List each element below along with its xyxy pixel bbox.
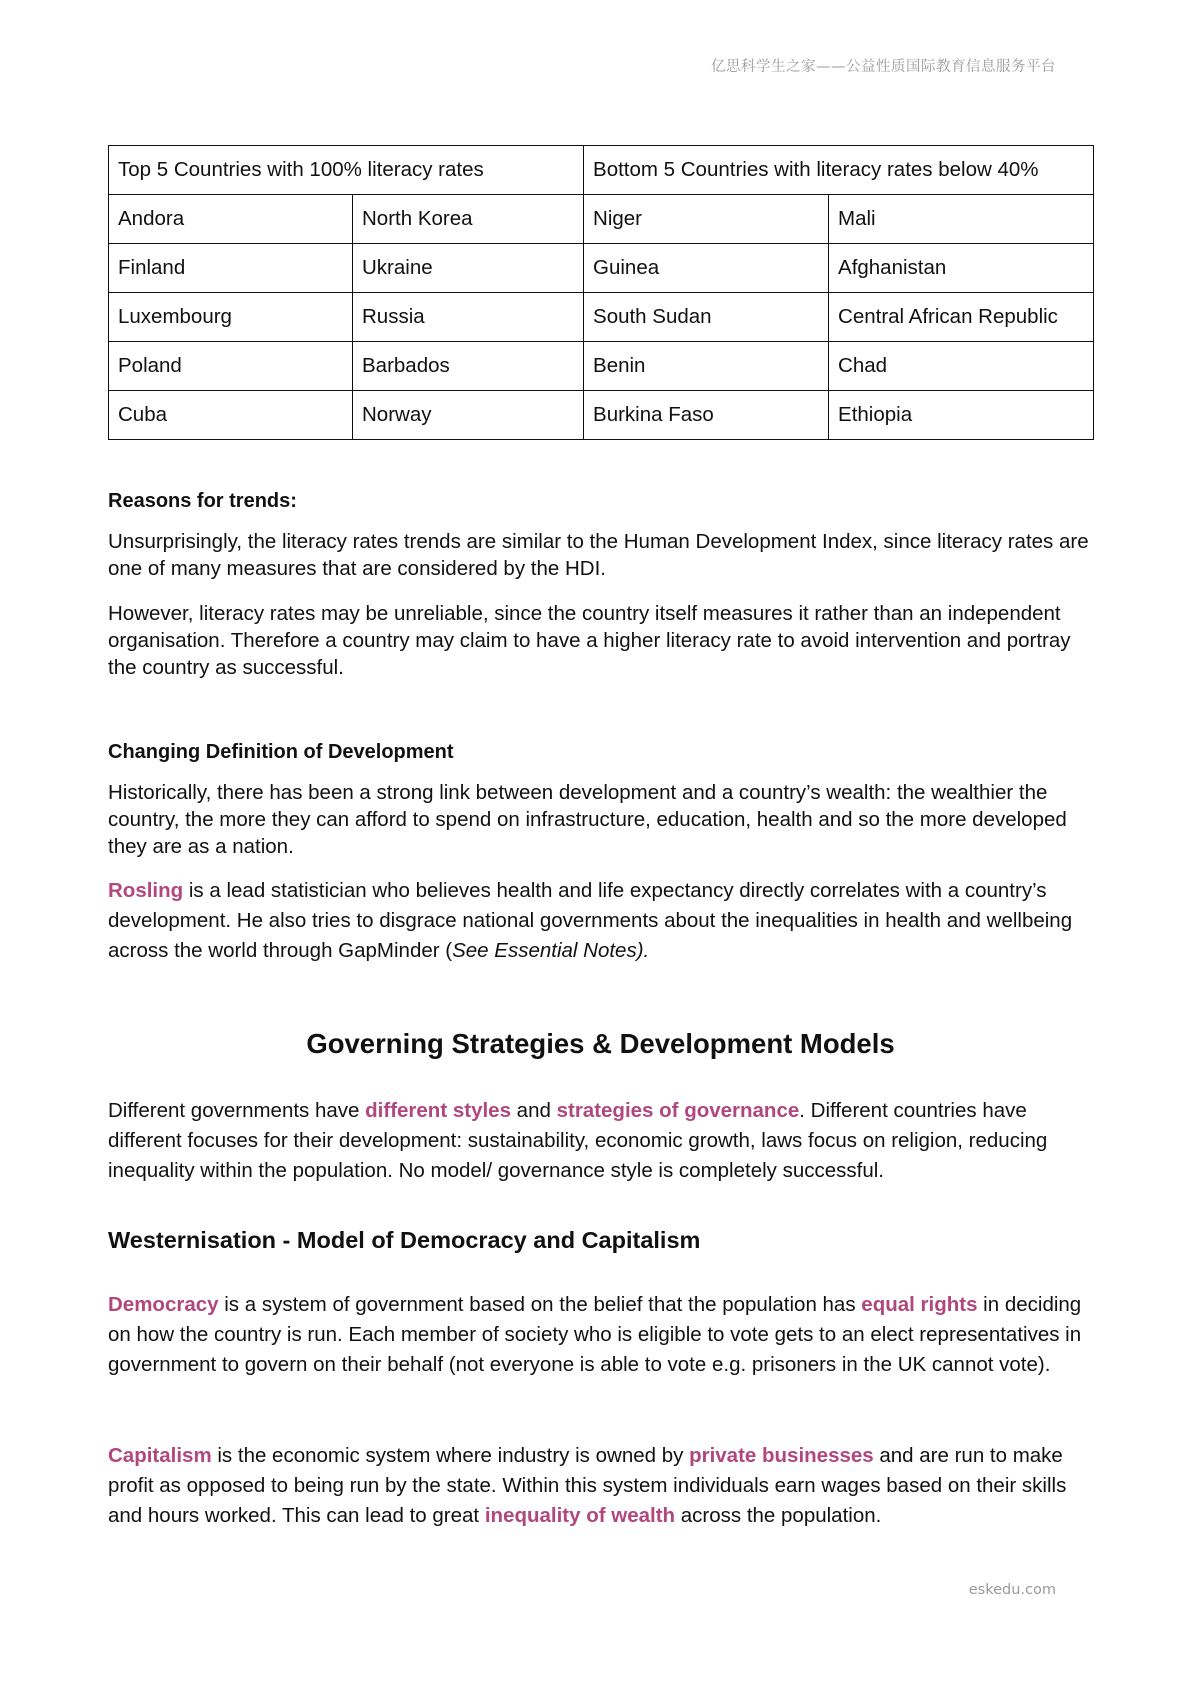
table-cell: Barbados [353, 342, 584, 391]
table-cell: Finland [109, 244, 353, 293]
table-header-row [109, 146, 1094, 195]
table-cell: Luxembourg [109, 293, 353, 342]
democracy-text-b: in deciding on how the country is run. Each member of society who is eligible to vote gets to an elect representatives in government to govern on their behalf (not everyone is able to vote e.g. prisoners in the UK cannot vote). [108, 1293, 1082, 1376]
table-cell: Ethiopia [829, 391, 1094, 440]
table-row [109, 293, 1094, 342]
table-cell: Andora [109, 195, 353, 244]
rosling-text: is a lead statistician who believes health and life expectancy directly correlates with a country’s development. He also tries to disgrace national governments about the inequalities in health and wellbeing across the world through GapMinder ( [108, 879, 1073, 962]
table-row [109, 391, 1094, 440]
changing-paragraph-1: Historically, there has been a strong link between development and a country’s wealth: the wealthier the country, the more they can afford to spend on infrastructure, education, health and so the more developed they are as a nation. [108, 781, 1067, 858]
table-cell: Cuba [109, 391, 353, 440]
capitalism-text-b: and are run to make profit as opposed to being run by the state. Within this system individuals earn wages based on their skills and hours worked. This can lead to great [108, 1444, 1067, 1527]
table-cell: Chad [829, 342, 1094, 391]
intro-text-c: . Different countries have different focuses for their development: sustainability, economic growth, laws focus on religion, reducing inequality within the population. No model/ governance style is completely successful. [108, 1099, 1048, 1182]
reasons-paragraph-2: However, literacy rates may be unreliable, since the country itself measures it rather than an independent organisation. Therefore a country may claim to have a higher literacy rate to avoid intervention and portray the country as successful. [108, 602, 1071, 679]
table-cell: Mali [829, 195, 1094, 244]
term-capitalism: Capitalism [108, 1444, 212, 1467]
rosling-paragraph [108, 876, 1093, 966]
table-header-bottom: Bottom 5 Countries with literacy rates below 40% [584, 146, 1094, 195]
rosling-reference: See Essential Notes). [452, 939, 650, 962]
reasons-paragraph-1: Unsurprisingly, the literacy rates trends are similar to the Human Development Index, since literacy rates are one of many measures that are considered by the HDI. [108, 530, 1089, 580]
table-row [109, 244, 1094, 293]
literacy-table [108, 145, 1094, 440]
table-cell: Niger [584, 195, 829, 244]
capitalism-text-a: is the economic system where industry is owned by [211, 1444, 690, 1467]
changing-heading: Changing Definition of Development [108, 741, 454, 763]
table-cell: Poland [109, 342, 353, 391]
capitalism-text-c: across the population. [675, 1504, 882, 1527]
table-header-top: Top 5 Countries with 100% literacy rates [109, 146, 584, 195]
table-cell: Ukraine [353, 244, 584, 293]
term-different-styles: different styles [365, 1099, 511, 1122]
term-private-businesses: private businesses [689, 1444, 874, 1467]
westernisation-heading: Westernisation - Model of Democracy and Capitalism [108, 1227, 701, 1253]
table-cell: North Korea [353, 195, 584, 244]
term-equal-rights: equal rights [861, 1293, 978, 1316]
rosling-term: Rosling [108, 879, 184, 902]
table-cell: South Sudan [584, 293, 829, 342]
democracy-text-a: is a system of government based on the belief that the population has [218, 1293, 862, 1316]
term-strategies-governance: strategies of governance [556, 1099, 800, 1122]
header-site-note: 亿思科学生之家——公益性质国际教育信息服务平台 [711, 59, 1056, 75]
footer-site: eskedu.com [968, 1582, 1056, 1598]
table-cell: Norway [353, 391, 584, 440]
governing-intro [108, 1096, 1093, 1186]
term-democracy: Democracy [108, 1293, 219, 1316]
table-row [109, 342, 1094, 391]
reasons-heading: Reasons for trends: [108, 490, 297, 512]
democracy-paragraph [108, 1290, 1093, 1380]
table-row [109, 195, 1094, 244]
table-cell: Burkina Faso [584, 391, 829, 440]
table-cell: Central African Republic [829, 293, 1094, 342]
capitalism-paragraph [108, 1441, 1093, 1531]
intro-text-a: Different governments have [108, 1099, 366, 1122]
literacy-table-container [108, 145, 1093, 440]
intro-text-b: and [510, 1099, 557, 1122]
section-title: Governing Strategies & Development Models [306, 1028, 895, 1059]
table-cell: Guinea [584, 244, 829, 293]
term-inequality-wealth: inequality of wealth [484, 1504, 676, 1527]
table-cell: Afghanistan [829, 244, 1094, 293]
table-cell: Benin [584, 342, 829, 391]
table-cell: Russia [353, 293, 584, 342]
